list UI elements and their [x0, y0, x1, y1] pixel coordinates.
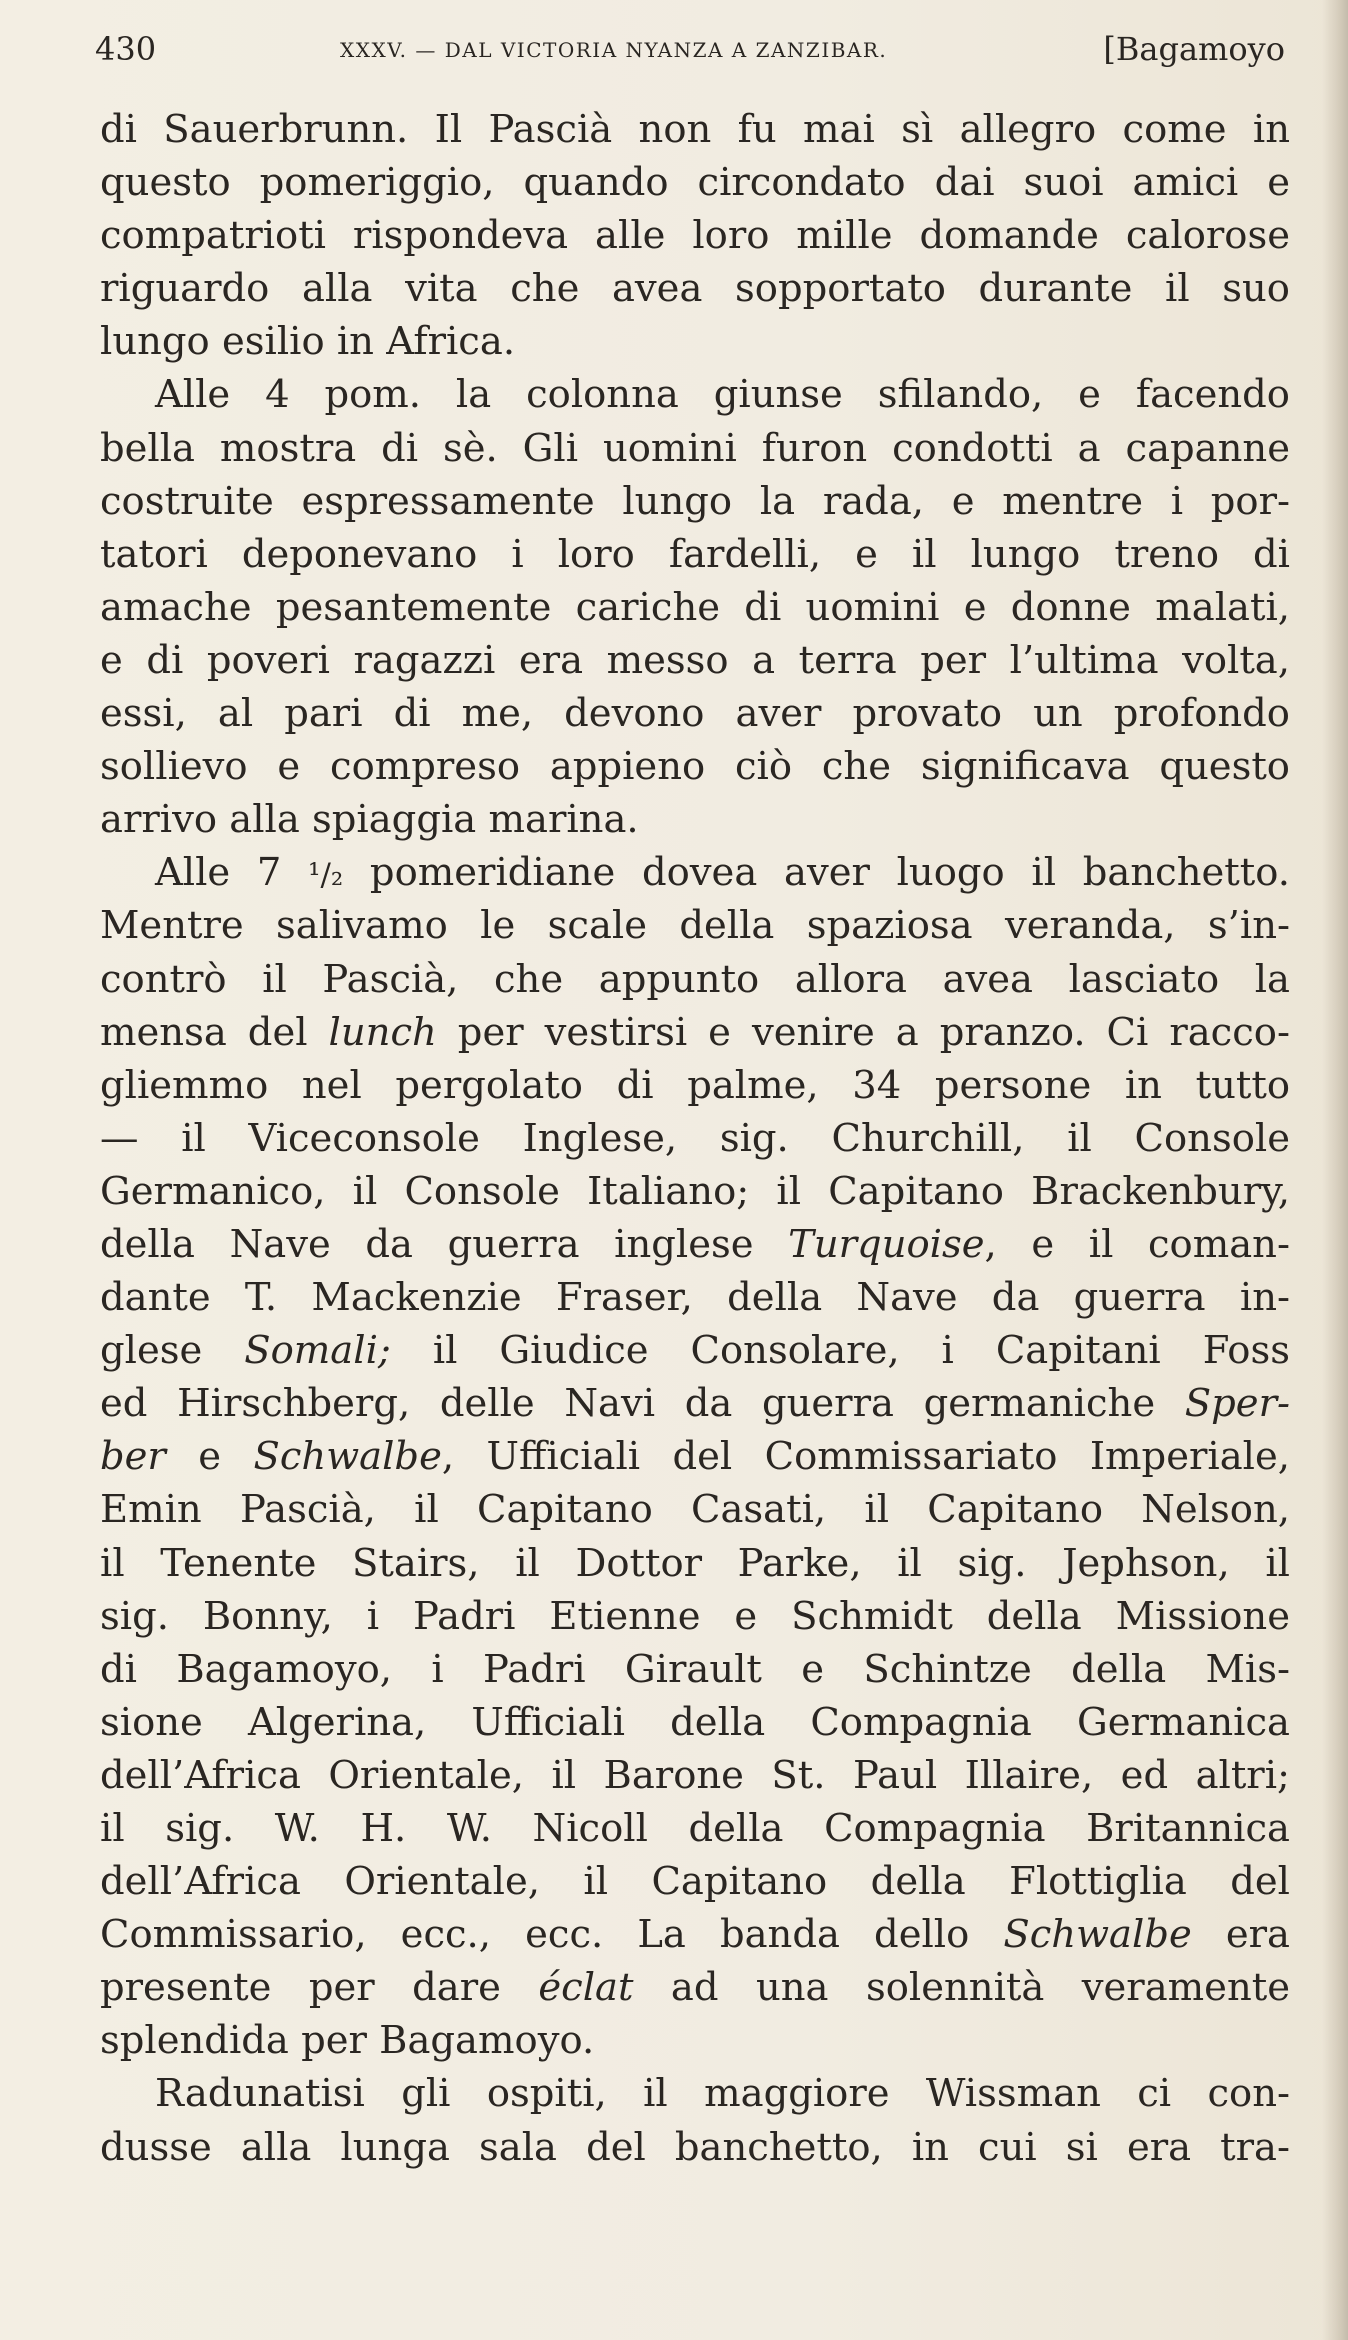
- text-line: [100, 1112, 1290, 1165]
- text-segment: dusse alla lunga sala del banchetto, in cui si era tra-: [100, 2124, 1290, 2170]
- text-line: [100, 1006, 1290, 1059]
- text-segment: presente per dare: [100, 1965, 539, 2011]
- italic-text: Schwalbe: [253, 1434, 442, 1480]
- section-reference: [Bagamoyo: [1103, 30, 1285, 68]
- text-segment: , Ufficiali del Commissariato Imperiale,: [441, 1434, 1290, 1480]
- text-segment: lungo esilio in Africa.: [100, 319, 516, 365]
- text-line: [100, 2121, 1290, 2174]
- fraction-text: ¹/₂: [308, 857, 344, 894]
- text-line: [100, 1908, 1290, 1961]
- text-segment: costruite espressamente lungo la rada, e mentre i por-: [100, 478, 1290, 524]
- text-segment: amache pesantemente cariche di uomini e donne malati,: [100, 584, 1290, 630]
- text-line: [100, 1855, 1290, 1908]
- text-line: [100, 793, 1290, 846]
- italic-text: éclat: [538, 1965, 634, 2011]
- text-segment: per vestirsi e venire a pranzo. Ci racco-: [436, 1009, 1290, 1055]
- text-segment: Alle 4 pom. la colonna giunse sfilando, e facendo: [155, 372, 1290, 418]
- text-line: [100, 740, 1290, 793]
- text-line: [100, 1324, 1290, 1377]
- text-segment: splendida per Bagamoyo.: [100, 2018, 595, 2064]
- running-title: XXXV. — DAL VICTORIA NYANZA A ZANZIBAR.: [340, 38, 888, 62]
- italic-text: Somali;: [244, 1328, 391, 1374]
- text-line: [100, 1271, 1290, 1324]
- text-segment: dell’Africa Orientale, il Barone St. Paul Illaire, ed altri;: [100, 1752, 1290, 1798]
- text-segment: sig. Bonny, i Padri Etienne e Schmidt della Missione: [100, 1593, 1290, 1639]
- text-segment: pomeridiane dovea aver luogo il banchetto.: [343, 850, 1290, 896]
- text-segment: ad una solennità veramente: [633, 1965, 1290, 2011]
- text-segment: e: [165, 1434, 254, 1480]
- text-line: [100, 1165, 1290, 1218]
- text-segment: sione Algerina, Ufficiali della Compagnia Germanica: [100, 1699, 1290, 1745]
- text-line: [100, 1059, 1290, 1112]
- text-line: [100, 1802, 1290, 1855]
- text-segment: il Giudice Consolare, i Capitani Foss: [390, 1328, 1290, 1374]
- text-segment: riguardo alla vita che avea sopportato durante il suo: [100, 266, 1290, 312]
- text-segment: , e il coman-: [984, 1221, 1290, 1267]
- text-line: [100, 1643, 1290, 1696]
- text-line: [100, 1749, 1290, 1802]
- text-line: [100, 2067, 1290, 2120]
- text-segment: il sig. W. H. W. Nicoll della Compagnia Britannica: [100, 1806, 1290, 1851]
- text-line: [100, 1377, 1290, 1430]
- italic-text: Turquoise: [788, 1221, 985, 1267]
- text-segment: contrò il Pascià, che appunto allora avea lasciato la: [100, 956, 1290, 1002]
- text-line: [100, 1696, 1290, 1749]
- text-segment: Radunatisi gli ospiti, il maggiore Wissman ci con-: [155, 2071, 1290, 2117]
- text-segment: dante T. Mackenzie Fraser, della Nave da guerra in-: [100, 1275, 1290, 1321]
- text-line: [100, 1961, 1290, 2014]
- text-line: [100, 1430, 1290, 1483]
- text-segment: ed Hirschberg, delle Navi da guerra germaniche: [100, 1381, 1185, 1427]
- text-segment: tatori deponevano i loro fardelli, e il lungo treno di: [100, 531, 1290, 577]
- text-line: [100, 528, 1290, 581]
- body-text: [100, 103, 1290, 2174]
- text-line: [100, 846, 1290, 899]
- text-line: [100, 262, 1290, 315]
- text-line: [100, 899, 1290, 952]
- text-line: [100, 581, 1290, 634]
- text-segment: arrivo alla spiaggia marina.: [100, 797, 639, 843]
- text-segment: compatrioti rispondeva alle loro mille domande calorose: [100, 213, 1290, 259]
- text-line: [100, 209, 1290, 262]
- running-header: [95, 30, 1285, 74]
- text-segment: — il Viceconsole Inglese, sig. Churchill, il Console: [100, 1115, 1290, 1161]
- text-segment: il Tenente Stairs, il Dottor Parke, il sig. Jephson, il: [100, 1540, 1290, 1586]
- text-segment: Alle 7: [155, 850, 309, 896]
- text-segment: di Sauerbrunn. Il Pascià non fu mai sì allegro come in: [100, 107, 1290, 152]
- italic-text: ber: [100, 1434, 166, 1480]
- italic-text: Schwalbe: [1003, 1912, 1192, 1958]
- page-edge-shadow: [1322, 0, 1348, 2340]
- text-segment: gliemmo nel pergolato di palme, 34 persone in tutto: [100, 1062, 1290, 1108]
- text-line: [100, 368, 1290, 421]
- text-segment: e di poveri ragazzi era messo a terra per l’ultima volta,: [100, 637, 1290, 683]
- text-line: [100, 422, 1290, 475]
- text-line: [100, 634, 1290, 687]
- text-line: [100, 156, 1290, 209]
- text-line: [100, 2014, 1290, 2067]
- text-line: [100, 1218, 1290, 1271]
- text-segment: Commissario, ecc., ecc. La banda dello: [100, 1912, 1004, 1958]
- italic-text: Sper-: [1184, 1381, 1290, 1427]
- text-line: [100, 687, 1290, 740]
- text-line: [100, 1590, 1290, 1643]
- text-line: [100, 103, 1290, 156]
- text-line: [100, 1483, 1290, 1536]
- text-segment: Germanico, il Console Italiano; il Capitano Brackenbury,: [100, 1168, 1290, 1214]
- text-line: [100, 315, 1290, 368]
- text-line: [100, 475, 1290, 528]
- text-segment: dell’Africa Orientale, il Capitano della Flottiglia del: [100, 1859, 1290, 1905]
- text-segment: della Nave da guerra inglese: [100, 1221, 789, 1267]
- italic-text: lunch: [328, 1009, 437, 1055]
- text-segment: bella mostra di sè. Gli uomini furon condotti a capanne: [100, 425, 1290, 471]
- text-line: [100, 1537, 1290, 1590]
- text-line: [100, 953, 1290, 1006]
- text-segment: essi, al pari di me, devono aver provato un profondo: [100, 691, 1290, 737]
- text-segment: era: [1191, 1912, 1290, 1958]
- text-segment: questo pomeriggio, quando circondato dai suoi amici e: [100, 160, 1290, 206]
- text-segment: Mentre salivamo le scale della spaziosa veranda, s’in-: [100, 903, 1290, 949]
- text-segment: glese: [100, 1328, 245, 1374]
- page-number: 430: [95, 30, 157, 68]
- text-segment: di Bagamoyo, i Padri Girault e Schintze della Mis-: [100, 1646, 1290, 1692]
- text-segment: mensa del: [100, 1009, 329, 1055]
- text-segment: Emin Pascià, il Capitano Casati, il Capitano Nelson,: [100, 1487, 1290, 1533]
- text-segment: sollievo e compreso appieno ciò che significava questo: [100, 744, 1290, 790]
